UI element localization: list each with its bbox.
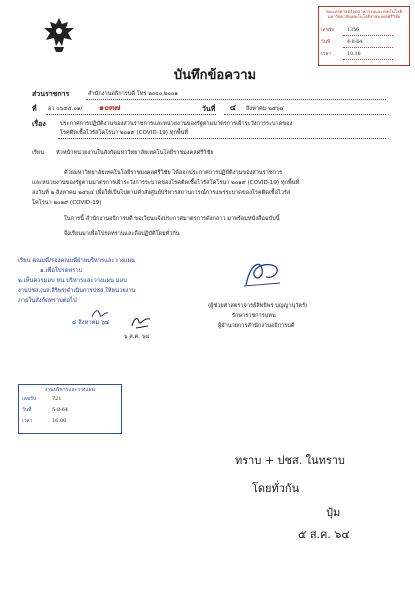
stamp-row-number <box>321 28 407 34</box>
signer-position-1: รักษาราชการแทน <box>232 313 276 319</box>
stamp-label: วันที่ <box>22 407 32 413</box>
handwritten-response-line-3: ปุ๋ม <box>326 506 341 519</box>
body-line-4: โคโรนา ๒๐๑๙ (COVID-19) <box>32 200 102 206</box>
stamp-label: เวลา <box>22 418 33 424</box>
body-line-1: ด้วยมหาวิทยาลัยเทคโนโลยีราชมงคลศรีวิชัย ได้ออกประกาศการปฏิบัติงานของส่วนราชการ <box>64 170 283 176</box>
subject-label: เรื่อง <box>32 120 46 128</box>
salutation-value: หัวหน้าหน่วยงานในสังกัดมหาวิทยาลัยเทคโนโลยีราชมงคลศรีวิชัย <box>56 150 214 156</box>
ref-prefix: อว ๐๖๕๕.๐๑/ <box>48 106 83 112</box>
receipt-stamp-top <box>318 6 410 66</box>
subject-line-2: โรคติดเชื้อไวรัสโคโรนา ๒๐๑๙ (COVID-19) ทุกพื้นที่ <box>60 130 189 136</box>
handwritten-note-line-3: ๒.เห็นควรมอบ หน.บริหารและวางแผน มอบ <box>18 278 127 284</box>
handwritten-initial-right <box>130 314 152 330</box>
agency-value: สำนักงานอธิการบดี โทร ๒๐๐๐,๒๐๐๑ <box>88 91 178 97</box>
stamp-label: วันที่ <box>321 40 331 45</box>
closing-line: จึงเรียนมาเพื่อโปรดทราบและถือปฏิบัติโดยทั่วกัน <box>64 231 180 237</box>
date-day: ๔ <box>230 103 237 112</box>
signature-mark <box>240 255 284 291</box>
body-line-5: ในการนี้ สำนักงานอธิการบดี ขอเวียนแจ้งประกาศมาตรการดังกล่าว มาพร้อมหนังสือฉบับนี้ <box>64 216 280 222</box>
stamp-row-time <box>22 418 118 424</box>
salutation-label: เรียน <box>32 150 45 156</box>
stamp-label: เวลา <box>321 52 331 57</box>
body-line-3: ลงวันที่ ๒ สิงหาคม ๒๕๖๔ เพื่อให้เป็นไปตามคำสั่งศูนย์บริหารสถานการณ์การแพร่ระบาดของโรคติดเชื้อไวรัส <box>32 190 291 196</box>
stamp-value: 5-8-64 <box>52 407 69 413</box>
handwritten-note-line-2: ๑.เพื่อโปรดทราบ <box>40 268 83 274</box>
body-line-2: และหน่วยงานของรัฐตามมาตรการเฝ้าระวังการระบาดของโรคติดเชื้อไวรัสโคโรนา ๒๐๑๙ (COVID-19) ทุกพื้นที่ <box>32 180 300 186</box>
handwritten-note-line-4: งานปชส.(นส.สิริพร)ดำเนินการปชส.ให้หน่วยงาน <box>18 288 136 294</box>
stamp-value: 1356 <box>347 28 360 33</box>
stamp-header: งานบริหารและวางแผน <box>45 387 95 393</box>
handwritten-response-line-1: ทราบ + ปชส. ในทราบ <box>235 454 345 467</box>
date-label: วันที่ <box>202 105 216 113</box>
handwritten-response-line-4: ๕ ส.ค. ๖๔ <box>298 528 350 541</box>
handwritten-note-line-5: ภายในสังกัดทราบต่อไป <box>18 298 77 304</box>
stamp-value: 4-8-64 <box>347 40 363 45</box>
stamp-value: 10.18 <box>347 52 361 57</box>
date-rest: สิงหาคม ๒๕๖๔ <box>246 106 284 112</box>
subject-line-1: ประกาศการปฏิบัติงานของส่วนราชการและหน่วยงานของรัฐตามมาตรการเฝ้าระวังการระบาดของ <box>60 121 293 127</box>
stamp-label: เลขรับ <box>22 396 37 402</box>
handwritten-initial-date: ๖ ส.ค. ๖๔ <box>124 334 150 340</box>
ref-label: ที่ <box>32 105 37 113</box>
memo-title: บันทึกข้อความ <box>173 68 257 83</box>
handwritten-date-note: ๔ สิงหาคม ๖๔ <box>72 320 110 326</box>
signer-name: (ผู้ช่วยศาสตราจารย์สิทธิพร บุญญานุวัตร์) <box>208 303 308 309</box>
stamp-value: 16.06 <box>52 418 67 424</box>
signer-position-2: ผู้อำนวยการสำนักงานอธิการบดี <box>218 323 295 329</box>
agency-label: ส่วนราชการ <box>32 90 70 98</box>
stamp-label: เลขรับ <box>321 28 335 33</box>
stamp-row-number <box>22 396 118 402</box>
handwritten-response-line-2: โดยทั่วกัน <box>252 482 300 495</box>
stamp-row-time <box>321 52 407 58</box>
handwritten-note-line-1: เรียน คณบดี/รองคณบดีฝ่ายบริหารและวางแผน <box>18 258 135 264</box>
garuda-emblem <box>38 14 80 56</box>
stamp-header: คณะครุศาสตร์อุตสาหกรรมและเทคโนโลยี มหาวิทยาลัยเทคโนโลยีราชมงคลศรีวิชัย <box>325 9 403 20</box>
receipt-stamp-bottom <box>18 384 122 434</box>
handwritten-initial-left <box>90 306 110 320</box>
stamp-row-date <box>22 407 118 413</box>
stamp-value: 721 <box>52 396 62 402</box>
stamp-row-date <box>321 40 407 46</box>
ref-number: ๑๐๓๗ <box>99 103 121 112</box>
